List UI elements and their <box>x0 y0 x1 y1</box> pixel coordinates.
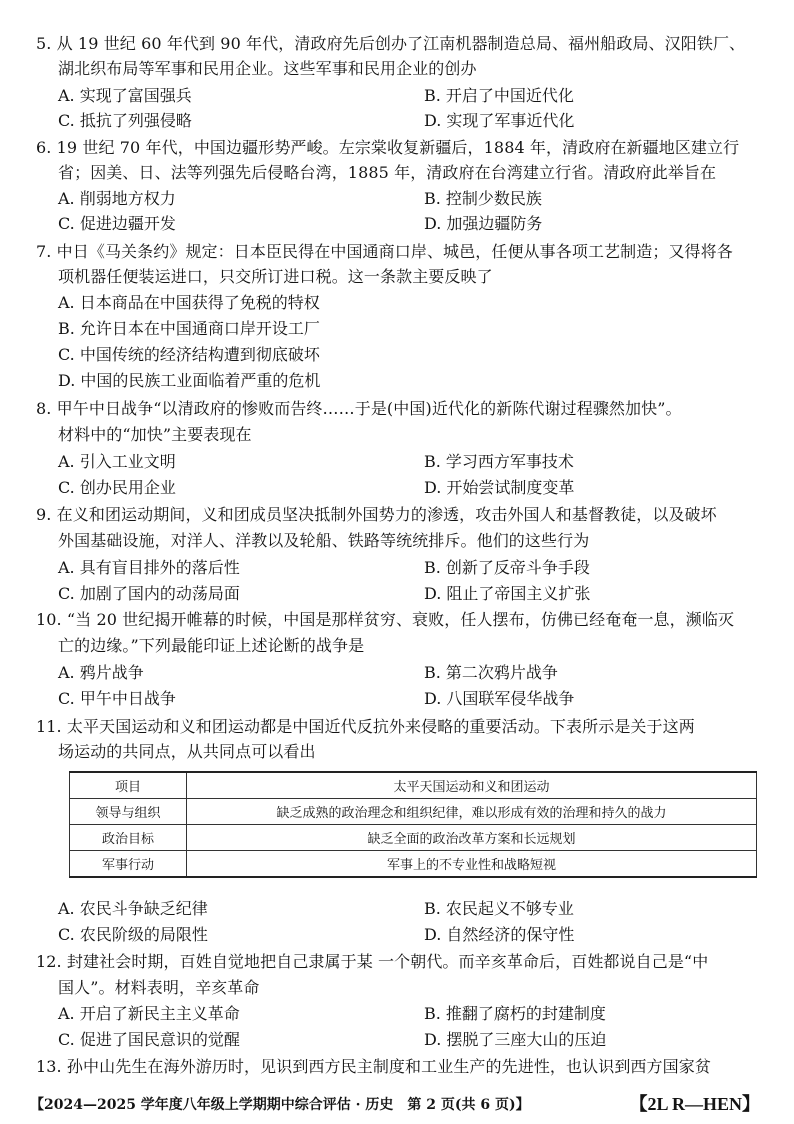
q6-stem-line-2: 省；因美、日、法等列强先后侵略台湾，1885 年，清政府在台湾建立行省。清政府此举旨在 <box>58 163 717 182</box>
q5-stem-line-1: 5. 从 19 世纪 60 年代到 90 年代，清政府先后创办了江南机器制造总局、福州船政局、汉阳铁厂、 <box>36 34 746 53</box>
table-cell: 军事行动 <box>70 851 187 878</box>
q7-option-c[interactable]: C. 中国传统的经济结构遭到彻底破坏 <box>58 345 320 364</box>
table-cell: 领导与组织 <box>70 799 187 825</box>
q8-option-d[interactable]: D. 开始尝试制度变革 <box>424 478 575 497</box>
q5-option-a[interactable]: A. 实现了富国强兵 <box>58 86 192 105</box>
q10-option-a[interactable]: A. 鸦片战争 <box>58 663 144 682</box>
q5-stem-line-2: 湖北织布局等军事和民用企业。这些军事和民用企业的创办 <box>58 59 477 78</box>
q6-option-a[interactable]: A. 削弱地方权力 <box>58 189 176 208</box>
q13-stem-line-1: 13. 孙中山先生在海外游历时，见识到西方民主制度和工业生产的先进性，也认识到西方国家贫 <box>36 1057 711 1076</box>
q11-option-d[interactable]: D. 自然经济的保守性 <box>424 925 575 944</box>
table-header-cell: 项目 <box>70 772 187 799</box>
q11-option-c[interactable]: C. 农民阶级的局限性 <box>58 925 208 944</box>
exam-code: 【2L R—HEN】 <box>629 1094 760 1114</box>
q9-option-b[interactable]: B. 创新了反帝斗争手段 <box>424 558 590 577</box>
q10-option-b[interactable]: B. 第二次鸦片战争 <box>424 663 558 682</box>
table-row <box>70 851 757 878</box>
q9-option-a[interactable]: A. 具有盲目排外的落后性 <box>58 558 240 577</box>
q6-option-d[interactable]: D. 加强边疆防务 <box>424 214 543 233</box>
q9-option-c[interactable]: C. 加剧了国内的动荡局面 <box>58 584 240 603</box>
q8-option-c[interactable]: C. 创办民用企业 <box>58 478 176 497</box>
q6-option-c[interactable]: C. 促进边疆开发 <box>58 214 176 233</box>
q12-option-c[interactable]: C. 促进了国民意识的觉醒 <box>58 1030 240 1049</box>
table-row <box>70 825 757 851</box>
table-cell: 军事上的不专业性和战略短视 <box>187 851 757 878</box>
q5-option-c[interactable]: C. 抵抗了列强侵略 <box>58 111 192 130</box>
q8-stem-line-1: 8. 甲午中日战争“以清政府的惨败而告终……于是(中国)近代化的新陈代谢过程骤然加快”。 <box>36 399 682 418</box>
q12-option-a[interactable]: A. 开启了新民主主义革命 <box>58 1004 240 1023</box>
q8-stem-line-2: 材料中的“加快”主要表现在 <box>58 425 252 444</box>
table-row <box>70 799 757 825</box>
q11-option-a[interactable]: A. 农民斗争缺乏纪律 <box>58 899 208 918</box>
q10-stem-line-2: 亡的边缘。”下列最能印证上述论断的战争是 <box>58 636 365 655</box>
q12-stem-line-2: 国人”。材料表明，辛亥革命 <box>58 978 260 997</box>
q9-option-d[interactable]: D. 阻止了帝国主义扩张 <box>424 584 591 603</box>
table-cell: 缺乏全面的政治改革方案和长远规划 <box>187 825 757 851</box>
table-header-row <box>70 772 757 799</box>
table-cell: 政治目标 <box>70 825 187 851</box>
q12-stem-line-1: 12. 封建社会时期，百姓自觉地把自己隶属于某 一个朝代。而辛亥革命后，百姓都说自己是“中 <box>36 952 709 971</box>
q7-stem-line-2: 项机器任便装运进口，只交所订进口税。这一条款主要反映了 <box>58 267 493 286</box>
q8-option-b[interactable]: B. 学习西方军事技术 <box>424 452 574 471</box>
q7-option-a[interactable]: A. 日本商品在中国获得了免税的特权 <box>58 293 320 312</box>
q7-option-d[interactable]: D. 中国的民族工业面临着严重的危机 <box>58 371 321 390</box>
q6-option-b[interactable]: B. 控制少数民族 <box>424 189 542 208</box>
q10-option-c[interactable]: C. 甲午中日战争 <box>58 689 176 708</box>
q11-stem-line-1: 11. 太平天国运动和义和团运动都是中国近代反抗外来侵略的重要活动。下表所示是关于这两 <box>36 717 695 736</box>
q6-stem-line-1: 6. 19 世纪 70 年代，中国边疆形势严峻。左宗棠收复新疆后，1884 年，清政府在新疆地区建立行 <box>36 138 740 157</box>
q5-option-d[interactable]: D. 实现了军事近代化 <box>424 111 575 130</box>
table-header-cell: 太平天国运动和义和团运动 <box>187 772 757 799</box>
q11-option-b[interactable]: B. 农民起义不够专业 <box>424 899 574 918</box>
comparison-table <box>69 771 757 878</box>
page-footer-info: 【2024—2025 学年度八年级上学期期中综合评估 · 历史 第 2 页(共 6 页)】 <box>30 1097 530 1113</box>
q7-option-b[interactable]: B. 允许日本在中国通商口岸开设工厂 <box>58 319 320 338</box>
q12-option-d[interactable]: D. 摆脱了三座大山的压迫 <box>424 1030 607 1049</box>
q5-option-b[interactable]: B. 开启了中国近代化 <box>424 86 574 105</box>
q9-stem-line-2: 外国基础设施，对洋人、洋教以及轮船、铁路等统统排斥。他们的这些行为 <box>58 531 590 550</box>
q9-stem-line-1: 9. 在义和团运动期间，义和团成员坚决抵制外国势力的渗透，攻击外国人和基督教徒，以及破坏 <box>36 505 717 524</box>
q8-option-a[interactable]: A. 引入工业文明 <box>58 452 176 471</box>
q10-stem-line-1: 10. “当 20 世纪揭开帷幕的时候，中国是那样贫穷、衰败，任人摆布，仿佛已经奄奄一息，濒临灭 <box>36 610 735 629</box>
table-cell: 缺乏成熟的政治理念和组织纪律，难以形成有效的治理和持久的战力 <box>187 799 757 825</box>
q11-stem-line-2: 场运动的共同点，从共同点可以看出 <box>58 742 316 761</box>
q10-option-d[interactable]: D. 八国联军侵华战争 <box>424 689 575 708</box>
q12-option-b[interactable]: B. 推翻了腐朽的封建制度 <box>424 1004 606 1023</box>
q7-stem-line-1: 7. 中日《马关条约》规定：日本臣民得在中国通商口岸、城邑，任便从事各项工艺制造；又得将各 <box>36 242 733 261</box>
